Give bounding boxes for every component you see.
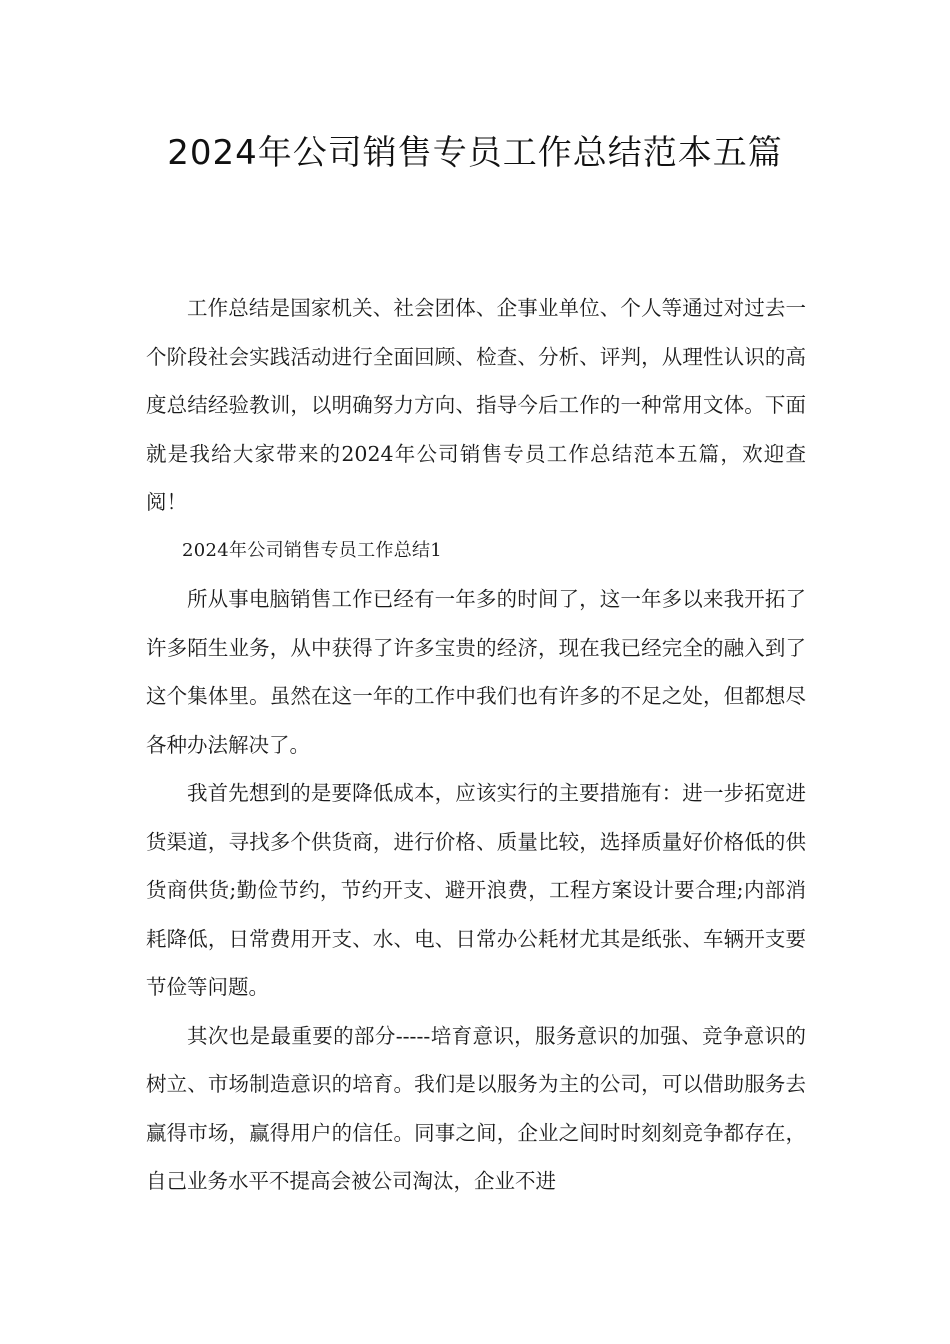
intro-paragraph: 工作总结是国家机关、社会团体、企事业单位、个人等通过对过去一个阶段社会实践活动进行全面回顾、检查、分析、评判，从理性认识的高度总结经验教训，以明确努力方向、指导今后工作的一种常用文体。下面就是我给大家带来的2024年公司销售专员工作总结范本五篇，欢迎查阅！ xyxy=(146,296,806,514)
body-paragraph: 其次也是最重要的部分-----培育意识，服务意识的加强、竞争意识的树立、市场制造意识的培育。我们是以服务为主的公司，可以借助服务去赢得市场，赢得用户的信任。同事之间，企业之间时时刻刻竞争都存在，自己业务水平不提高会被公司淘汰，企业不进 xyxy=(146,1023,806,1193)
body-paragraph: 我首先想到的是要降低成本，应该实行的主要措施有：进一步拓宽进货渠道，寻找多个供货商，进行价格、质量比较，选择质量好价格低的供货商供货;勤俭节约，节约开支、避开浪费，工程方案设计要合理;内部消耗降低，日常费用开支、水、电、日常办公耗材尤其是纸张、车辆开支要节俭等问题。 xyxy=(146,781,806,999)
body-paragraph: 所从事电脑销售工作已经有一年多的时间了，这一年多以来我开拓了许多陌生业务，从中获得了许多宝贵的经济，现在我已经完全的融入到了这个集体里。虽然在这一年的工作中我们也有许多的不足之处，但都想尽各种办法解决了。 xyxy=(146,587,806,757)
section-heading: 2024年公司销售专员工作总结1 xyxy=(182,539,443,561)
document-title: 2024年公司销售专员工作总结范本五篇 xyxy=(167,133,783,173)
document-body xyxy=(146,284,806,1206)
